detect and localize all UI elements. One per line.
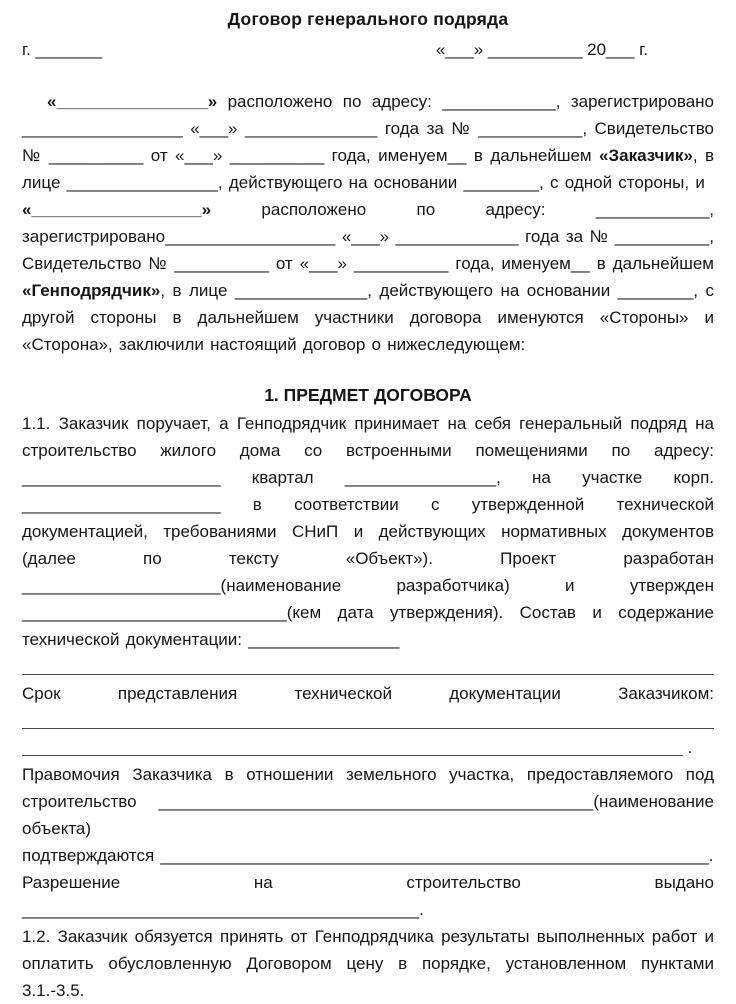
bold-text: «________________» <box>47 92 218 111</box>
text-run: подтверждаются __________________________________________________________. <box>22 846 714 865</box>
text-run: 1.1. Заказчик поручает, а Генподрядчик принимает на себя генеральный подряд на строительство жилого дома со встроенными помещениями по адресу: _____________________ квартал ________________, на участке корп. _____________________ в соответствии с утвержденной технической документацией, требованиями СНиП и действующих нормативных документов (далее по тексту «Объект»). Проект разработан _____________________(наименование разработчика) и утвержден ____________________________(кем дата утверждения). Состав и содержание технической документации: ________________ <box>22 414 714 649</box>
permit-paragraph <box>22 869 714 923</box>
blank-underline-1 <box>22 653 714 680</box>
blank-underline-3 <box>22 734 714 761</box>
text-run: Разрешение на строительство выдано __________________________________________. <box>22 873 714 919</box>
document-body <box>22 88 714 1004</box>
text-run: , в лице ________________, действующего на основании ________, с одной стороны, и <box>22 146 715 192</box>
party-contractor-paragraph <box>22 196 714 358</box>
city-blank: г. _______ <box>22 40 102 59</box>
date-blank: «___» __________ 20___ г. <box>435 40 648 59</box>
doc-deadline-paragraph <box>22 680 714 707</box>
party-customer-paragraph <box>22 88 714 196</box>
section-heading-subject: 1. ПРЕДМЕТ ДОГОВОРА <box>264 385 472 405</box>
bold-text: «__________________» <box>22 200 212 219</box>
bold-text: «Заказчик» <box>599 146 693 165</box>
clause-1-2-paragraph <box>22 923 714 1004</box>
dateline <box>22 36 714 64</box>
document-title: Договор генерального подряда <box>227 9 509 29</box>
bold-text: «Генподрядчик» <box>22 281 161 300</box>
clause-1-1-paragraph <box>22 410 714 653</box>
text-run: , в лице ______________, действующего на основании ________, с другой стороны в дальнейшем участники договора именуются «Стороны» и «Сторона», заключили настоящий договор о нижеследующем: <box>22 281 714 354</box>
underline-rule <box>22 755 683 756</box>
text-run: расположено по адресу: ____________, зарегистрировано _________________ «___» ______________ года за № ___________, Свидетельство № __________ от «___» __________ года, именуем__ в дальнейшем <box>22 92 714 165</box>
text-run: Срок представления технической документации Заказчиком: <box>22 684 714 703</box>
blank-underline-2 <box>22 707 714 734</box>
text-run: Правомочия Заказчика в отношении земельного участка, предоставляемого под строительство ______________________________________________(наименование объекта) <box>22 765 714 838</box>
text-run: 1.2. Заказчик обязуется принять от Генподрядчика результаты выполненных работ и оплатить обусловленную Договором цену в порядке, установленном пунктами 3.1.-3.5. <box>22 927 714 1000</box>
underline-rule <box>22 674 714 675</box>
rule-suffix-text: . <box>682 738 693 757</box>
underline-rule <box>22 728 714 729</box>
land-rights-paragraph <box>22 761 714 869</box>
text-run: расположено по адресу: ____________, зарегистрировано__________________ «___» _____________ года за № __________, Свидетельство № __________ от «___» __________ года, именуем__ в дальнейшем <box>22 200 714 273</box>
